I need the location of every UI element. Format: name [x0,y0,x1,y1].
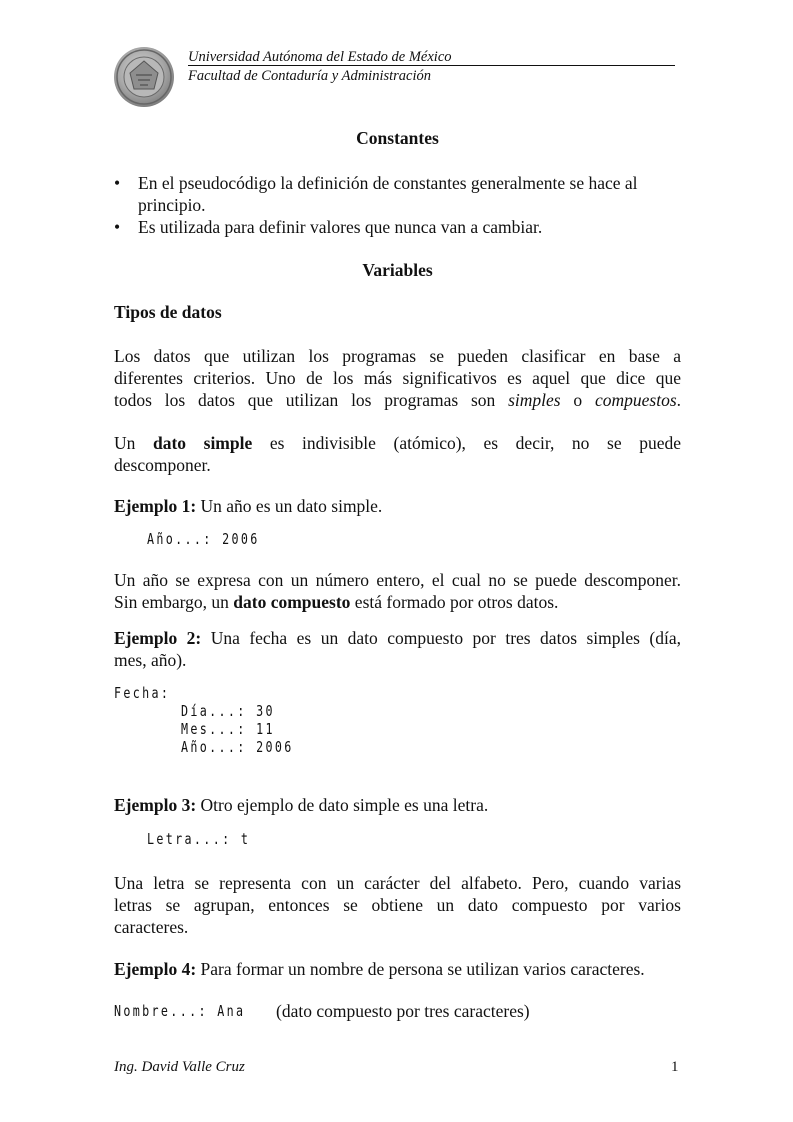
tipos-de-datos-heading: Tipos de datos [114,302,222,322]
ejemplo-4: Ejemplo 4: Para formar un nombre de persona se utilizan varios caracteres. [114,959,645,979]
paragraph-line: diferentes criterios. Uno de los más significativos es aquel que dice que [114,368,681,388]
bullet-text: En el pseudocódigo la definición de constantes generalmente se hace al principio. [138,173,638,215]
paragraph-line: descomponer. [114,455,211,475]
bullet-text: Es utilizada para definir valores que nunca van a cambiar. [138,217,543,237]
bullet-item [114,172,681,216]
term-dato-compuesto: dato compuesto [233,592,351,612]
bullet-icon: • [114,217,121,237]
paragraph-line: mes, año). [114,650,187,670]
header-underline [188,65,675,66]
paragraph-line: Un dato simple es indivisible (atómico), es decir, no se puede [114,433,681,453]
ejemplo-1: Ejemplo 1: Un año es un dato simple. [114,496,383,516]
paragraph-line: letras se agrupan, entonces se obtiene un dato compuesto por varios [114,895,681,915]
code-example: Fecha: [114,684,171,702]
variables-heading: Variables [362,260,433,280]
paragraph-line: Sin embargo, un dato compuesto está formado por otros datos. [114,592,559,612]
page-number: 1 [671,1059,679,1075]
code-example: Día...: 30 [181,702,275,720]
ejemplo-label: Ejemplo 3: [114,795,197,815]
term-simples: simples [508,390,561,410]
paragraph-line: Un año se expresa con un número entero, el cual no se puede descomponer. [114,570,681,590]
code-example: Mes...: 11 [181,720,275,738]
code-example: Año...: 2006 [181,738,294,756]
header-institution: Universidad Autónoma del Estado de México [188,49,452,65]
seal-emblem-icon [114,47,174,107]
ejemplo-2: Ejemplo 2: Una fecha es un dato compuesto por tres datos simples (día, [114,628,681,648]
bullet-icon: • [114,173,121,193]
paragraph-line: todos los datos que utilizan los programas son simples o compuestos. [114,390,681,410]
code-example: Año...: 2006 [147,530,260,548]
term-dato-simple: dato simple [152,433,253,453]
ejemplo-label: Ejemplo 4: [114,959,197,979]
bullet-item [114,216,681,238]
paragraph-line: Los datos que utilizan los programas se pueden clasificar en base a [114,346,681,366]
university-seal-logo [114,47,174,107]
ejemplo-label: Ejemplo 2: [114,628,202,648]
code-example: Nombre...: Ana [114,1002,246,1020]
code-note: (dato compuesto por tres caracteres) [276,1001,530,1021]
ejemplo-label: Ejemplo 1: [114,496,197,516]
paragraph-line: Una letra se representa con un carácter del alfabeto. Pero, cuando varias [114,873,681,893]
code-example: Letra...: t [147,830,251,848]
term-compuestos: compuestos [594,390,677,410]
ejemplo-3: Ejemplo 3: Otro ejemplo de dato simple es una letra. [114,795,489,815]
header-faculty: Facultad de Contaduría y Administración [188,68,431,84]
footer-author: Ing. David Valle Cruz [114,1059,245,1075]
constantes-heading: Constantes [356,128,439,148]
paragraph-line: caracteres. [114,917,189,937]
